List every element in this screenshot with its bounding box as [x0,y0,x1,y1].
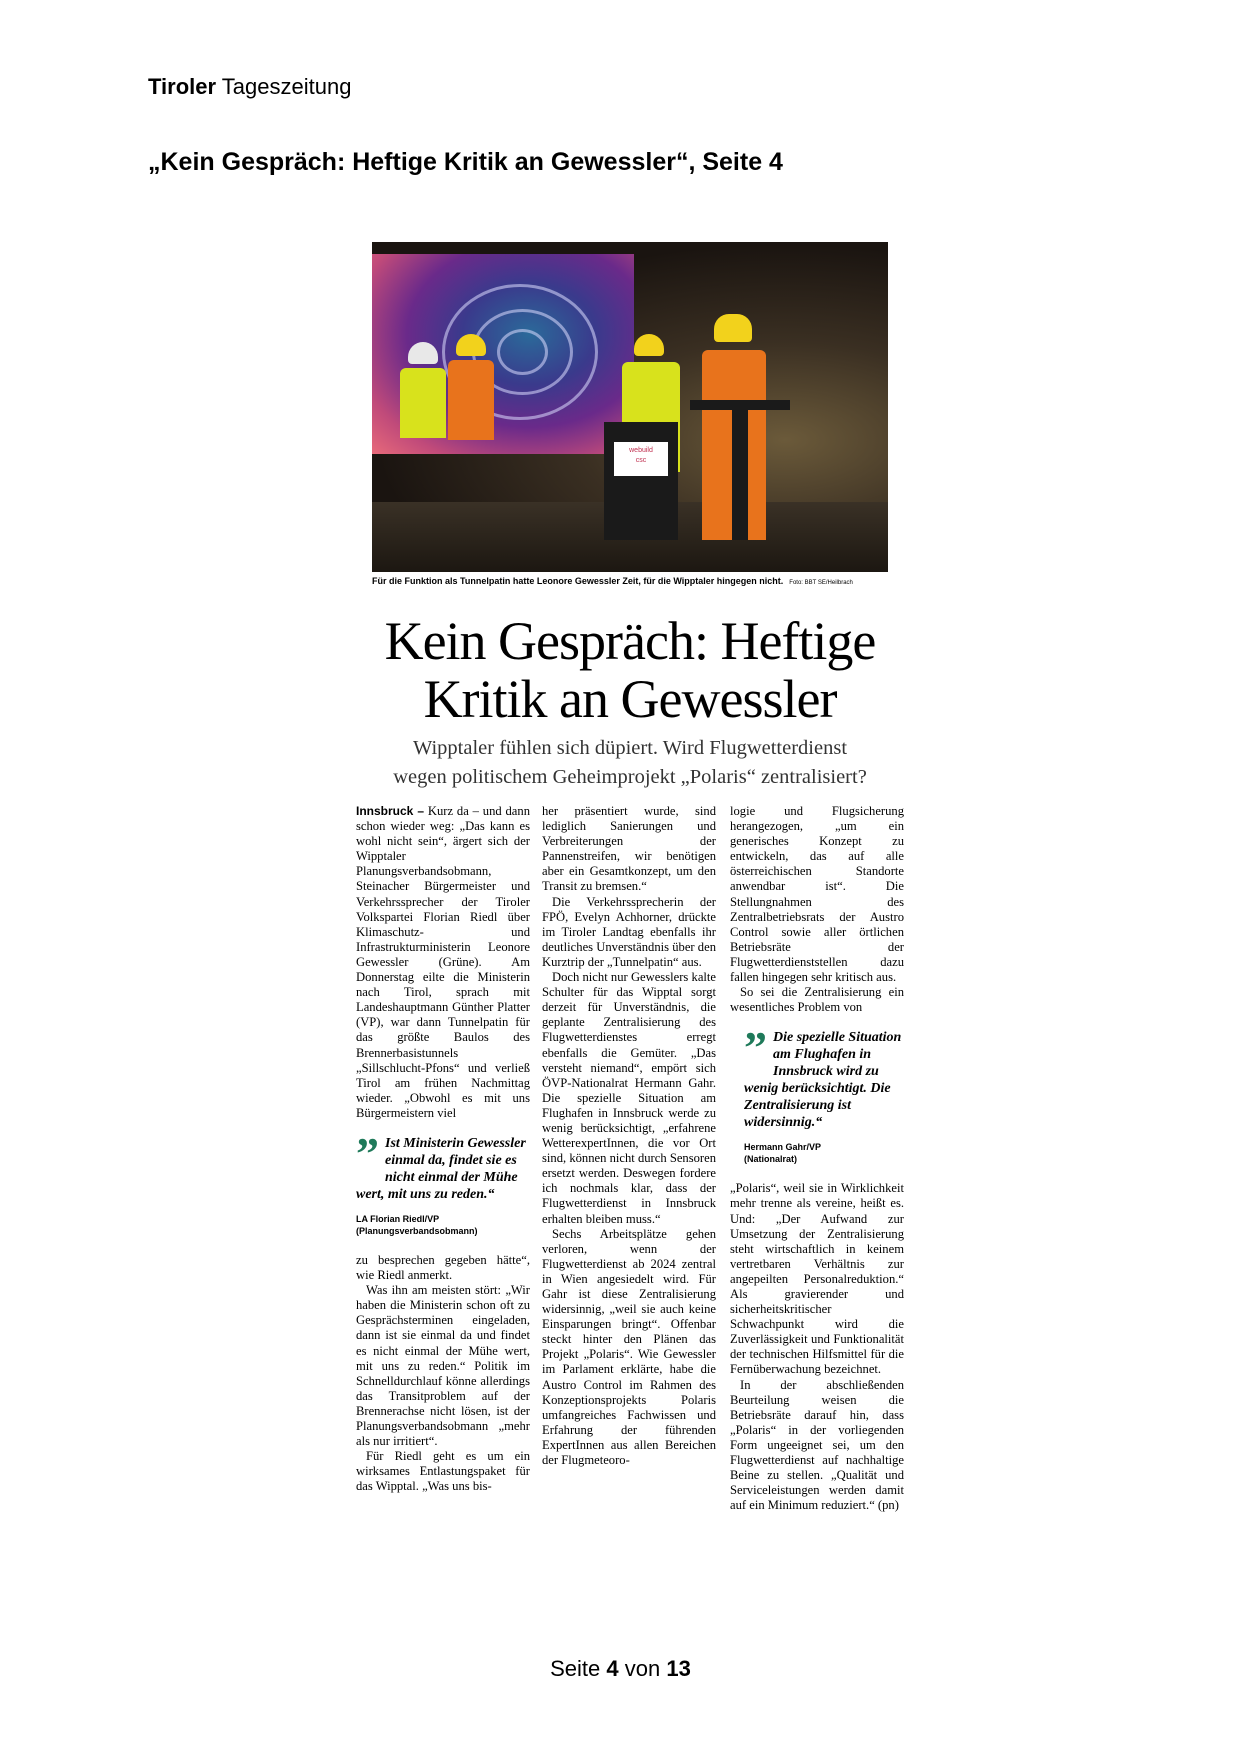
pull-quote-author-name: LA Florian Riedl/VP [356,1213,440,1224]
headline-line-2: Kritik an Gewessler [423,669,837,729]
article-column-2 [542,804,716,1468]
footer-middle: von [624,1656,661,1681]
pull-quote-author [356,1213,530,1237]
dateline: Innsbruck – [356,804,425,818]
tunnel-ring-core [497,329,548,375]
newspaper-clipping [356,242,904,1532]
photo-caption-text: Für die Funktion als Tunnelpatin hatte Leonore Gewessler Zeit, für die Wipptaler hingegen nicht. [372,576,784,586]
podium-left [604,422,678,540]
page-footer [0,1656,1241,1682]
photo-caption [372,576,888,586]
photo-credit: Foto: BBT SE/Heilbrach [789,580,853,586]
quote-mark-icon: ” [744,1022,767,1074]
paragraph: logie und Flugsicherung herangezogen, „um ein generisches Konzept zu entwickeln, das auf alle österreichischen Standorte anwendbar ist“. Die Stellungnahmen des Zentralbetriebsrats der Austro Control sowie aller örtlichen Betriebsräte der Flugwetterdienststellen dazu fallen hingegen sehr kritisch aus. [730,804,904,985]
brand-bold: Tiroler [148,74,217,99]
pull-quote-author-role: (Planungsverbandsobmann) [356,1225,478,1236]
article-column-3 [730,804,904,1513]
paragraph: In der abschließenden Beurteilung weisen die Betriebsräte darauf hin, dass „Polaris“ in der vorliegenden Form ungeeignet sei, um den Flugwetterdienst auf nachhaltige Beine zu stellen. „Qualität und Serviceleistungen werden damit auf ein Minimum reduziert.“ (pn) [730,1377,904,1513]
podium-sign-left: webuild [629,447,653,454]
podium-right-stand [732,408,748,540]
pull-quote-author-name: Hermann Gahr/VP [744,1142,822,1153]
paragraph: Sechs Arbeitsplätze gehen verloren, wenn der Flugwetterdienst ab 2024 zentral in Wien angesiedelt wird. Für Gahr ist diese Zentralisierung widersinnig, „weil sie auch keine Einsparungen bringt“. Offenbar steckt hinter den Plänen das Projekt „Polaris“. Wie Gewessler im Parlament erklärte, habe die Austro Control im Rahmen des Konzeptionsprojekts Polaris umfangreiches Fachwissen und Erfahrung der führenden ExpertInnen aus allen Bereichen der Flugmeteoro- [542,1226,716,1468]
publication-header [148,74,351,100]
footer-total-pages: 13 [666,1656,691,1681]
subhead-line-2: wegen politischem Geheimprojekt „Polaris“ zentralisiert? [393,766,867,788]
pull-quote-gahr [744,1022,904,1131]
paragraph: Was ihn am meisten stört: „Wir haben die Ministerin schon oft zu Gesprächsterminen eingeladen, dann ist sie einmal da und findet es nicht einmal der Mühe wert, mit uns zu reden.“ Politik im Schnelldurchlauf könne allerdings das Transitproblem auf der Brennerachse nicht lösen, ist der Planungsverbandsobmann „mehr als nur irritiert“. [356,1283,530,1449]
pull-quote-riedl [356,1127,530,1203]
footer-current-page: 4 [606,1656,619,1681]
article-body [356,804,904,1532]
document-title: „Kein Gespräch: Heftige Kritik an Gewessler“, Seite 4 [148,148,783,176]
pull-quote-text: Ist Ministerin Gewessler einmal da, findet sie es nicht einmal der Mühe wert, mit uns zu reden.“ [356,1135,526,1202]
footer-prefix: Seite [550,1656,601,1681]
headline-line-1: Kein Gespräch: Heftige [384,611,876,671]
pull-quote-author [744,1141,904,1165]
paragraph: So sei die Zentralisierung ein wesentliches Problem von [730,985,904,1015]
paragraph: Die Verkehrssprecherin der FPÖ, Evelyn Achhorner, drückte im Tiroler Landtag ebenfalls ihr deutliches Unverständnis über den Kurztrip der „Tunnelpatin“ aus. [542,894,716,969]
article-column-1 [356,804,530,1494]
paragraph: Für Riedl geht es um ein wirksames Entlastungspaket für das Wipptal. „Was uns bis- [356,1449,530,1494]
article-subhead [356,734,904,792]
quote-mark-icon: ” [356,1127,379,1179]
paragraph: her präsentiert wurde, sind lediglich Sanierungen und Verbreiterungen der Pannenstreifen, wir benötigen aber ein Gesamtkonzept, um den Transit zu bremsen.“ [542,804,716,894]
subhead-line-1: Wipptaler fühlen sich düpiert. Wird Flugwetterdienst [412,737,848,759]
paragraph [356,804,530,1121]
podium-sign-right: csc [635,457,647,464]
article-photo [372,242,888,572]
paragraph: „Polaris“, weil sie in Wirklichkeit mehr trenne als vereine, heißt es. Und: „Der Aufwand zur Umsetzung der Zentralisierung steht wirtschaftlich in keinem vertretbaren Verhältnis zur angepeilten Personalreduktion.“ Als gravierender und sicherheitskritischer Schwachpunkt wird die Zuverlässigkeit und Funktionalität der technischen Hilfsmittel für die Fernüberwachung bezeichnet. [730,1181,904,1377]
pull-quote-author-role: (Nationalrat) [744,1154,798,1165]
paragraph: zu besprechen gegeben hätte“, wie Riedl anmerkt. [356,1252,530,1283]
paragraph-text: Kurz da – und dann schon wieder weg: „Das kann es wohl nicht sein“, ärgert sich der Wipptaler Planungsverbandsobmann, Steinacher Bürgermeister und Verkehrssprecher der Tiroler Volkspartei Florian Riedl über Klimaschutz- und Infrastrukturministerin Leonore Gewessler (Grüne). Am Donnerstag eilte die Ministerin nach Tirol, sprach mit Landeshauptmann Günther Platter (VP), war dann Tunnelpatin für das größte Baulos des Brennerbasistunnels „Sillschlucht-Pfons“ und verließ Tirol am frühen Nachmittag wieder. „Obwohl es mit uns Bürgermeistern viel [356,804,530,1120]
pull-quote-text: Die spezielle Situation am Flughafen in Innsbruck wird zu wenig berücksichtigt. Die Zentralisierung ist widersinnig.“ [744,1030,902,1131]
article-headline [356,612,904,728]
brand-rest: Tageszeitung [221,74,352,99]
paragraph: Doch nicht nur Gewesslers kalte Schulter für das Wipptal sorgt derzeit für Unverständnis, die geplante Zentralisierung des Flugwetterdienstes erregt ebenfalls die Gemüter. „Das versteht niemand“, empört sich ÖVP-Nationalrat Hermann Gahr. Die spezielle Situation am Flughafen in Innsbruck werde zu wenig berücksichtigt, „erfahrene WetterexpertInnen, die vor Ort sind, können nicht durch Sensoren ersetzt werden. Deswegen fordere ich nochmals klar, dass der Flugwetterdienst in Innsbruck erhalten bleiben muss.“ [542,970,716,1226]
